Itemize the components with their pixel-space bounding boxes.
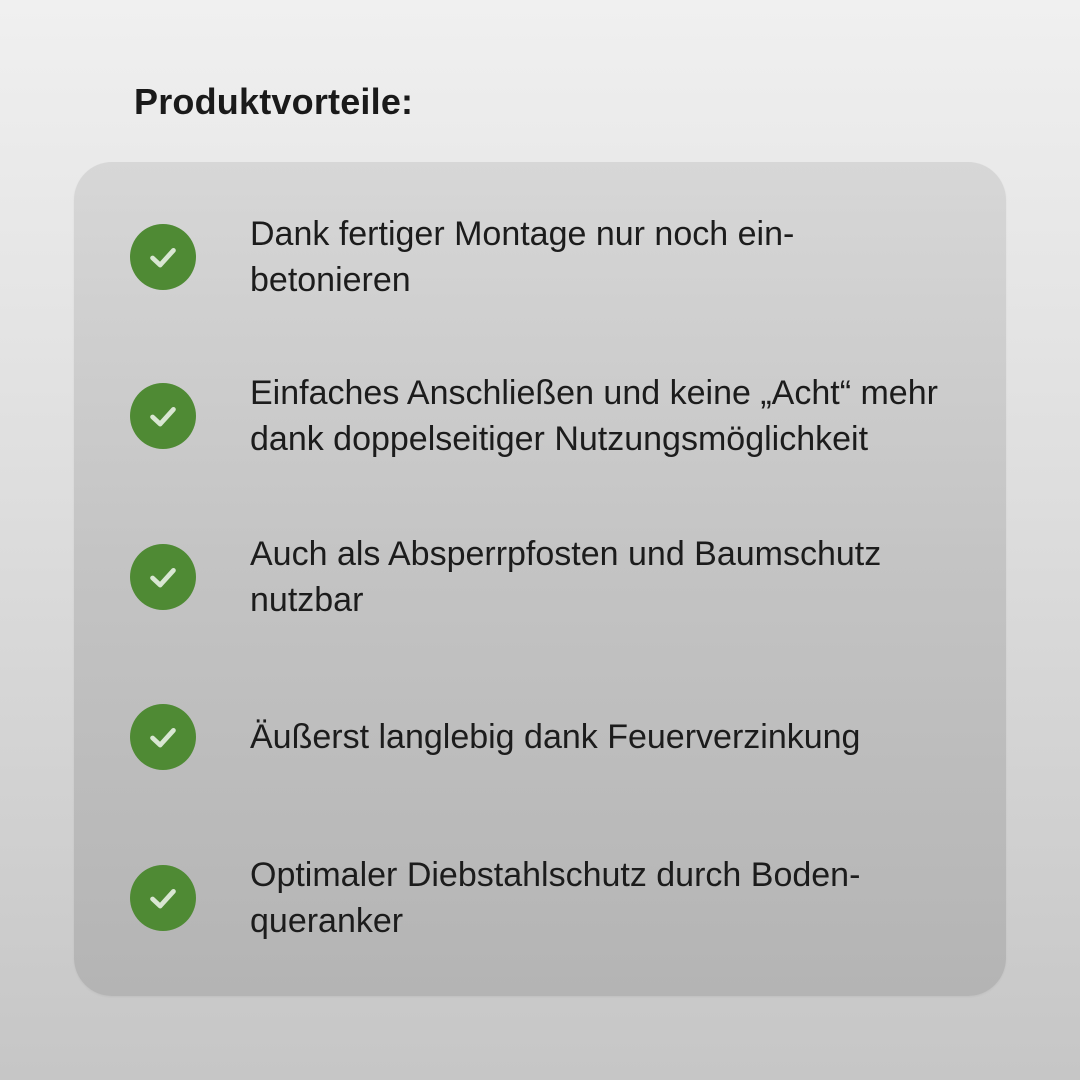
benefit-text: Dank fertiger Montage nur noch ein- betonieren <box>250 215 795 299</box>
benefits-panel <box>74 162 1006 996</box>
benefit-item <box>74 843 1006 953</box>
page-title: Produktvorteile: <box>134 81 414 122</box>
check-circle-icon <box>130 224 196 290</box>
benefit-item <box>74 202 1006 312</box>
benefit-text: Optimaler Diebstahlschutz durch Boden- queranker <box>250 856 861 940</box>
benefit-item <box>74 682 1006 792</box>
benefit-text: Äußerst langlebig dank Feuerverzinkung <box>250 718 861 756</box>
check-circle-icon <box>130 544 196 610</box>
check-circle-icon <box>130 865 196 931</box>
benefit-item <box>74 361 1006 471</box>
benefit-item <box>74 522 1006 632</box>
benefit-text: Einfaches Anschließen und keine „Acht“ mehr dank doppelseitiger Nutzungsmöglichkeit <box>250 374 938 458</box>
check-circle-icon <box>130 383 196 449</box>
check-circle-icon <box>130 704 196 770</box>
benefit-text: Auch als Absperrpfosten und Baumschutz nutzbar <box>250 535 882 619</box>
